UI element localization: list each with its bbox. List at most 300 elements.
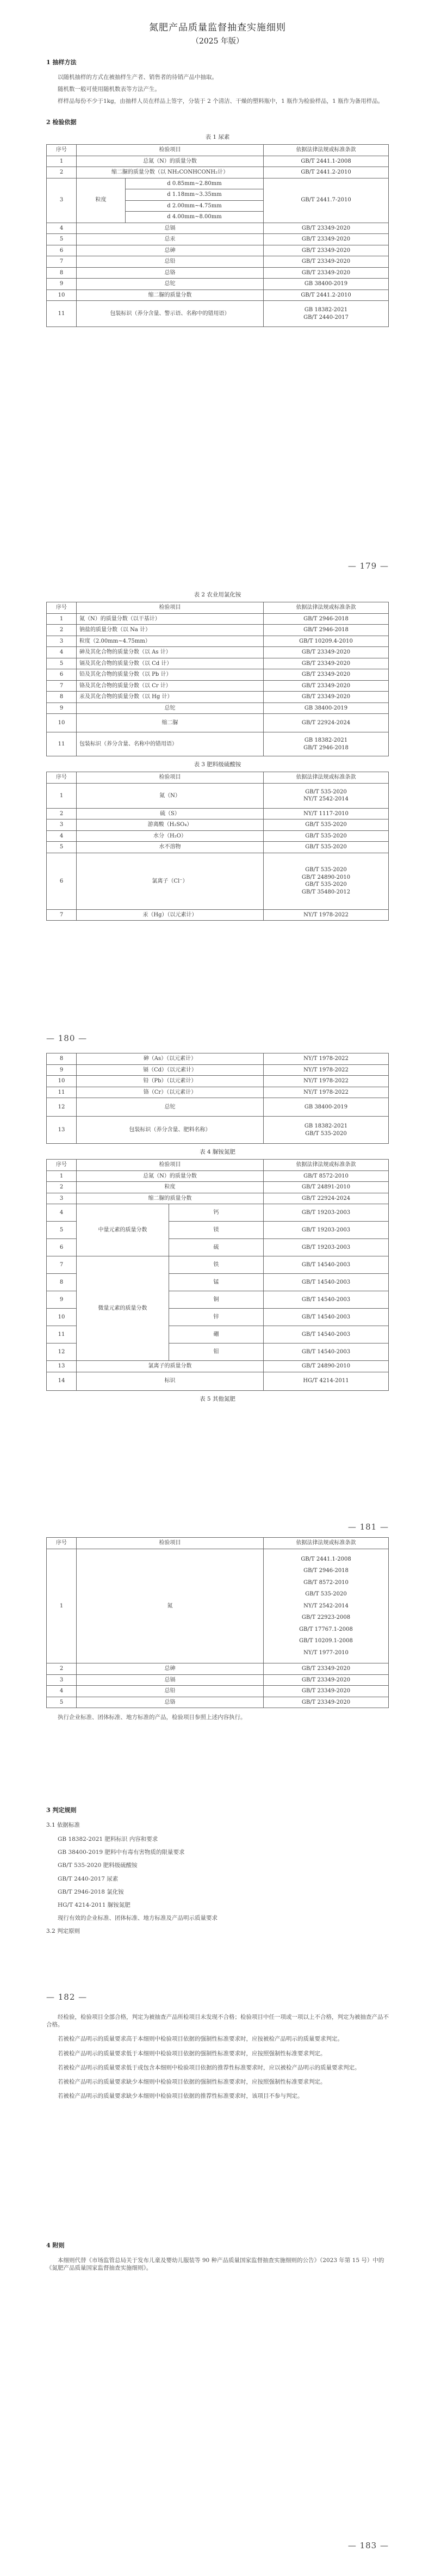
cell: 总铊 bbox=[77, 1098, 264, 1117]
cell-line: GB/T 535-2020 bbox=[305, 1591, 347, 1597]
cell-line: GB/T 535-2020 bbox=[305, 882, 347, 888]
cell: GB/T 23349-2020 bbox=[264, 1674, 389, 1686]
table-row bbox=[47, 178, 389, 189]
cell: 10 bbox=[47, 1076, 77, 1087]
cell: 钼 bbox=[169, 1344, 264, 1361]
table-row bbox=[47, 613, 389, 625]
cell: 总氮（N）的质量分数 bbox=[77, 1170, 264, 1182]
cell: 氮（N） bbox=[77, 783, 264, 808]
cell: 12 bbox=[47, 1098, 77, 1117]
cell: d 0.85mm~2.80mm bbox=[126, 178, 264, 189]
cell: 3 bbox=[47, 1193, 77, 1204]
cell-line: GB/T 10209.1-2008 bbox=[299, 1638, 353, 1644]
cell: 4 bbox=[47, 647, 77, 658]
cell: GB/T 2946-2018 bbox=[264, 625, 389, 636]
cell: 8 bbox=[47, 267, 77, 279]
cell: 镁 bbox=[169, 1222, 264, 1239]
cell: 硫 bbox=[169, 1239, 264, 1256]
cell: GB/T 14540-2003 bbox=[264, 1256, 389, 1274]
paragraph: 本细则代替《市场监管总局关于发布儿童及婴幼儿服装等 90 种产品质量国家监督抽查实施细则的公告》（2023 年第 15 号）中的《氮肥产品质量国家监督抽查实施细则》。 bbox=[46, 2257, 384, 2272]
cell: 10 bbox=[47, 289, 77, 301]
table-row bbox=[47, 1697, 389, 1708]
cell: 水分（H₂O） bbox=[77, 830, 264, 842]
paragraph: 经检验，检验项目全部合格，判定为被抽查产品所检项目未发现不合格；检验项目中任一项或一项以上不合格，判定为被抽查产品不合格。 bbox=[46, 2014, 389, 2029]
table-row bbox=[47, 1372, 389, 1390]
cell: 1 bbox=[47, 1549, 77, 1663]
cell: 11 bbox=[47, 301, 77, 327]
cell: 总砷 bbox=[77, 245, 264, 256]
table-header-row bbox=[47, 772, 389, 784]
cell: 铜 bbox=[169, 1291, 264, 1309]
table-row bbox=[47, 842, 389, 853]
cell: NY/T 1978-2022 bbox=[264, 909, 389, 921]
cell bbox=[264, 783, 389, 808]
cell-line: NY/T 2542-2014 bbox=[303, 1603, 349, 1609]
cell-line: GB/T 2441.1-2008 bbox=[301, 1556, 351, 1562]
table-row bbox=[47, 732, 389, 756]
cell-line: GB 18382-2021 bbox=[304, 1123, 348, 1129]
cell: 包装标识（养分含量、警示语、名称中的错用语） bbox=[77, 301, 264, 327]
header-cell: 序号 bbox=[47, 602, 77, 614]
table-urea bbox=[46, 144, 389, 327]
section-table-5 bbox=[46, 1537, 389, 1725]
table-row bbox=[47, 783, 389, 808]
table-ammonium-sulfate-continued bbox=[46, 1053, 389, 1144]
cell: 总铬 bbox=[77, 1697, 264, 1708]
cell: 2 bbox=[47, 1182, 77, 1193]
cell: GB/T 23349-2020 bbox=[264, 692, 389, 703]
standard-item: GB 38400-2019 肥料中有毒有害物质的限量要求 bbox=[58, 1849, 185, 1856]
document-subtitle: （2025 年版） bbox=[191, 36, 244, 46]
cell-line: NY/T 2542-2014 bbox=[303, 796, 349, 803]
cell bbox=[264, 1549, 389, 1663]
cell: GB/T 2441.7-2010 bbox=[264, 178, 389, 223]
table-header-row bbox=[47, 145, 389, 156]
table-row bbox=[47, 1182, 389, 1193]
cell: 总铊 bbox=[77, 702, 264, 714]
cell: 10 bbox=[47, 1309, 77, 1326]
cell-line: GB 18382-2021 bbox=[304, 307, 348, 313]
table-row bbox=[47, 680, 389, 692]
table-row bbox=[47, 647, 389, 658]
cell: 2 bbox=[47, 167, 77, 178]
cell: 铅（Pb）（以元素计） bbox=[77, 1076, 264, 1087]
cell: 锰 bbox=[169, 1274, 264, 1291]
table-row bbox=[47, 1674, 389, 1686]
cell-line: GB/T 535-2020 bbox=[305, 788, 347, 795]
cell: 5 bbox=[47, 658, 77, 669]
page-number: — 183 — bbox=[347, 2541, 389, 2550]
subsection-heading: 3.2 判定原则 bbox=[46, 1928, 80, 1935]
header-cell: 依据法律法规或标准条款 bbox=[264, 602, 389, 614]
table-row bbox=[47, 1170, 389, 1182]
cell: GB/T 23349-2020 bbox=[264, 234, 389, 245]
table-header-row bbox=[47, 602, 389, 614]
standard-item: GB 18382-2021 肥料标识 内容和要求 bbox=[58, 1836, 158, 1843]
table-other-nitrogen bbox=[46, 1537, 389, 1708]
cell: 8 bbox=[47, 692, 77, 703]
table-row bbox=[47, 223, 389, 234]
cell: GB 38400-2019 bbox=[264, 702, 389, 714]
table-row bbox=[47, 1053, 389, 1065]
cell-line: GB/T 2946-2018 bbox=[303, 1568, 349, 1574]
standards-list bbox=[46, 1835, 389, 1922]
header-cell: 检验项目 bbox=[77, 602, 264, 614]
section-sampling bbox=[46, 59, 389, 109]
cell: 3 bbox=[47, 636, 77, 647]
table-row bbox=[47, 156, 389, 167]
cell: 1 bbox=[47, 1170, 77, 1182]
cell: 钙 bbox=[169, 1204, 264, 1222]
cell: 硫（S） bbox=[77, 808, 264, 819]
header-cell: 检验项目 bbox=[77, 772, 264, 784]
table-row bbox=[47, 301, 389, 327]
table-row bbox=[47, 853, 389, 909]
table-row bbox=[47, 279, 389, 290]
paragraph: 随机数一般可使用随机数表等方法产生。 bbox=[58, 86, 160, 93]
cell: GB/T 535-2020 bbox=[264, 830, 389, 842]
table-row bbox=[47, 267, 389, 279]
table-note: 执行企业标准、团体标准、地方标准的产品，检验项目参照上述内容执行。 bbox=[58, 1714, 246, 1721]
cell: 缩二脲的质量分数 bbox=[77, 289, 264, 301]
cell: 砷及其化合物的质量分数（以 As 计） bbox=[77, 647, 264, 658]
cell: 4 bbox=[47, 830, 77, 842]
paragraph: 若被检产品明示的质量要求缺少本细则中检验项目依据的强制性标准要求时，应按照强制性标准要求判定。 bbox=[58, 2078, 326, 2085]
cell: d 4.00mm~8.00mm bbox=[126, 212, 264, 223]
cell: 粒度 bbox=[77, 178, 126, 223]
table-row bbox=[47, 234, 389, 245]
cell: 氮 bbox=[77, 1549, 264, 1663]
header-cell: 依据法律法规或标准条款 bbox=[264, 772, 389, 784]
cell: NY/T 1978-2022 bbox=[264, 1076, 389, 1087]
cell: 6 bbox=[47, 245, 77, 256]
table-row bbox=[47, 625, 389, 636]
cell: GB/T 22924-2024 bbox=[264, 1193, 389, 1204]
table-row bbox=[47, 830, 389, 842]
section-judgement-rules bbox=[46, 1807, 389, 1942]
table-row bbox=[47, 245, 389, 256]
cell: 3 bbox=[47, 1674, 77, 1686]
cell-line: GB/T 17767.1-2008 bbox=[299, 1626, 353, 1632]
cell: 粒度 bbox=[77, 1182, 264, 1193]
cell: 铬及其化合物的质量分数（以 Cr 计） bbox=[77, 680, 264, 692]
cell: GB/T 14540-2003 bbox=[264, 1326, 389, 1344]
cell: GB/T 535-2020 bbox=[264, 842, 389, 853]
cell: GB/T 19203-2003 bbox=[264, 1239, 389, 1256]
table-row bbox=[47, 1064, 389, 1076]
cell-line: GB 18382-2021 bbox=[304, 737, 348, 744]
table-row bbox=[47, 1256, 389, 1274]
cell: GB/T 23349-2020 bbox=[264, 267, 389, 279]
cell: GB/T 23349-2020 bbox=[264, 647, 389, 658]
cell: 砷（As）（以元素计） bbox=[77, 1053, 264, 1065]
cell: GB/T 2946-2018 bbox=[264, 613, 389, 625]
cell: 游离酸（H₂SO₄） bbox=[77, 819, 264, 831]
table-row bbox=[47, 1087, 389, 1098]
section-table-3-cont bbox=[46, 1053, 389, 1406]
cell: 镉及其化合物的质量分数（以 Cd 计） bbox=[77, 658, 264, 669]
page-number: — 180 — bbox=[46, 1033, 88, 1043]
cell: 缩二脲的质量分数 bbox=[77, 1193, 264, 1204]
cell: GB/T 2441.2-2010 bbox=[264, 167, 389, 178]
cell: 6 bbox=[47, 669, 77, 681]
cell: 汞及其化合物的质量分数（以 Hg 计） bbox=[77, 692, 264, 703]
cell: GB/T 14540-2003 bbox=[264, 1274, 389, 1291]
document-title-block bbox=[0, 22, 435, 47]
header-cell: 序号 bbox=[47, 145, 77, 156]
cell: 7 bbox=[47, 680, 77, 692]
cell: 总镉 bbox=[77, 223, 264, 234]
table-row bbox=[47, 1204, 389, 1222]
cell: GB/T 23349-2020 bbox=[264, 1697, 389, 1708]
cell: 总铬 bbox=[77, 267, 264, 279]
cell-line: GB/T 535-2020 bbox=[305, 1130, 347, 1137]
cell: 8 bbox=[47, 1274, 77, 1291]
cell: 3 bbox=[47, 819, 77, 831]
cell: 6 bbox=[47, 1239, 77, 1256]
cell: 14 bbox=[47, 1372, 77, 1390]
cell: GB 38400-2019 bbox=[264, 1098, 389, 1117]
section-heading: 1 抽样方法 bbox=[46, 59, 77, 66]
cell-line: GB/T 35480-2012 bbox=[301, 889, 351, 895]
cell: 包装标识（养分含量、肥料名称） bbox=[77, 1117, 264, 1144]
cell: 铅及其化合物的质量分数（以 Pb 计） bbox=[77, 669, 264, 681]
cell: 总铅 bbox=[77, 256, 264, 268]
header-cell: 序号 bbox=[47, 772, 77, 784]
cell: 9 bbox=[47, 702, 77, 714]
header-cell: 依据法律法规或标准条款 bbox=[264, 1160, 389, 1171]
cell: GB/T 14540-2003 bbox=[264, 1291, 389, 1309]
cell: 铁 bbox=[169, 1256, 264, 1274]
table-caption: 表 5 其他氮肥 bbox=[200, 1395, 235, 1402]
cell: 总汞 bbox=[77, 234, 264, 245]
cell: 9 bbox=[47, 1291, 77, 1309]
page-number: — 181 — bbox=[347, 1522, 389, 1532]
cell: 7 bbox=[47, 909, 77, 921]
table-row bbox=[47, 1098, 389, 1117]
cell: 5 bbox=[47, 1697, 77, 1708]
cell: GB/T 19203-2003 bbox=[264, 1222, 389, 1239]
standard-item: HG/T 4214-2011 脲铵氮肥 bbox=[58, 1901, 130, 1908]
cell-line: GB/T 2440-2017 bbox=[303, 314, 349, 321]
cell: 缩二脲的质量分数（以 NH₂CONHCONH₂计） bbox=[77, 167, 264, 178]
paragraph: 若被检产品明示的质量要求高于本细则中检验项目依据的强制性标准要求时，应按被检产品明示的质量要求判定。 bbox=[58, 2036, 343, 2043]
cell: 13 bbox=[47, 1117, 77, 1144]
cell: 铬（Cr）（以元素计） bbox=[77, 1087, 264, 1098]
cell: d 2.00mm~4.75mm bbox=[126, 200, 264, 212]
cell: 包装标识（养分含量、名称中的错用语） bbox=[77, 732, 264, 756]
cell: 3 bbox=[47, 178, 77, 223]
cell: 11 bbox=[47, 732, 77, 756]
table-caption: 表 3 肥料级硫酸铵 bbox=[194, 761, 241, 768]
cell: 6 bbox=[47, 853, 77, 909]
cell: GB/T 24890-2010 bbox=[264, 1361, 389, 1372]
paragraph: 若被检产品明示的质量要求低于本细则中检验项目依据的强制性标准要求时，应按照强制性标准要求判定。 bbox=[58, 2050, 326, 2057]
table-caption: 表 1 尿素 bbox=[205, 133, 230, 140]
table-row bbox=[47, 1361, 389, 1372]
cell: GB/T 23349-2020 bbox=[264, 245, 389, 256]
section-inspection-basis bbox=[46, 119, 389, 327]
header-cell: 序号 bbox=[47, 1160, 77, 1171]
table-row bbox=[47, 636, 389, 647]
cell: 氯离子（Cl⁻） bbox=[77, 853, 264, 909]
cell: 汞（Hg）（以元素计） bbox=[77, 909, 264, 921]
header-cell: 依据法律法规或标准条款 bbox=[264, 145, 389, 156]
cell bbox=[264, 301, 389, 327]
table-row bbox=[47, 909, 389, 921]
page-number: — 179 — bbox=[347, 561, 389, 571]
cell: 1 bbox=[47, 156, 77, 167]
cell bbox=[264, 853, 389, 909]
header-cell: 检验项目 bbox=[77, 1160, 264, 1171]
cell: 粒度（2.00mm~4.75mm） bbox=[77, 636, 264, 647]
cell: 11 bbox=[47, 1326, 77, 1344]
cell: GB/T 23349-2020 bbox=[264, 1686, 389, 1697]
cell: GB/T 2441.2-2010 bbox=[264, 289, 389, 301]
table-header-row bbox=[47, 1160, 389, 1171]
cell: 微量元素的质量分数 bbox=[77, 1256, 169, 1361]
cell bbox=[264, 732, 389, 756]
cell: 总铅 bbox=[77, 1686, 264, 1697]
cell: 1 bbox=[47, 613, 77, 625]
cell: GB/T 22924-2024 bbox=[264, 714, 389, 732]
cell: 10 bbox=[47, 714, 77, 732]
table-row bbox=[47, 692, 389, 703]
cell: 氮（N）的质量分数（以干基计） bbox=[77, 613, 264, 625]
cell: GB/T 535-2020 bbox=[264, 819, 389, 831]
section-heading: 4 附则 bbox=[46, 2242, 65, 2249]
header-cell: 检验项目 bbox=[77, 1538, 264, 1549]
cell: d 1.18mm~3.35mm bbox=[126, 189, 264, 201]
subsection-heading: 3.1 依据标准 bbox=[46, 1821, 80, 1828]
cell: HG/T 4214-2011 bbox=[264, 1372, 389, 1390]
table-row bbox=[47, 1549, 389, 1663]
section-heading: 2 检验依据 bbox=[46, 119, 77, 126]
table-ammonium-sulfate bbox=[46, 772, 389, 921]
cell: 中量元素的质量分数 bbox=[77, 1204, 169, 1256]
table-caption: 表 4 脲铵氮肥 bbox=[200, 1149, 235, 1155]
cell: 锌 bbox=[169, 1309, 264, 1326]
cell: 硼 bbox=[169, 1326, 264, 1344]
cell: 8 bbox=[47, 1053, 77, 1065]
cell: NY/T 1978-2022 bbox=[264, 1064, 389, 1076]
cell: GB/T 14540-2003 bbox=[264, 1344, 389, 1361]
cell: 水不溶物 bbox=[77, 842, 264, 853]
table-row bbox=[47, 256, 389, 268]
cell: 5 bbox=[47, 1222, 77, 1239]
header-cell: 依据法律法规或标准条款 bbox=[264, 1538, 389, 1549]
table-row bbox=[47, 819, 389, 831]
cell: GB/T 23349-2020 bbox=[264, 669, 389, 681]
cell: GB 38400-2019 bbox=[264, 279, 389, 290]
cell: GB/T 19203-2003 bbox=[264, 1204, 389, 1222]
cell: 钠盐的质量分数（以 Na 计） bbox=[77, 625, 264, 636]
cell: 7 bbox=[47, 1256, 77, 1274]
cell: 7 bbox=[47, 256, 77, 268]
cell: NY/T 1978-2022 bbox=[264, 1053, 389, 1065]
cell: GB/T 23349-2020 bbox=[264, 256, 389, 268]
cell: GB/T 23349-2020 bbox=[264, 223, 389, 234]
cell: 总氮（N）的质量分数 bbox=[77, 156, 264, 167]
cell: GB/T 2441.1-2008 bbox=[264, 156, 389, 167]
table-row bbox=[47, 1193, 389, 1204]
section-judgement-principles bbox=[46, 2013, 389, 2106]
table-row bbox=[47, 289, 389, 301]
cell: 4 bbox=[47, 1686, 77, 1697]
section-heading: 3 判定规则 bbox=[46, 1807, 77, 1814]
cell: 标识 bbox=[77, 1372, 264, 1390]
cell: 2 bbox=[47, 808, 77, 819]
cell: 5 bbox=[47, 842, 77, 853]
cell-line: GB/T 24890-2010 bbox=[301, 874, 351, 880]
table-row bbox=[47, 702, 389, 714]
cell: 总铊 bbox=[77, 279, 264, 290]
cell: 12 bbox=[47, 1344, 77, 1361]
standard-item: GB/T 535-2020 肥料级硫酸铵 bbox=[58, 1862, 138, 1869]
cell: 氯离子的质量分数 bbox=[77, 1361, 264, 1372]
table-row bbox=[47, 808, 389, 819]
cell: 缩二脲 bbox=[77, 714, 264, 732]
cell-line: GB/T 22923-2008 bbox=[301, 1614, 351, 1620]
table-header-row bbox=[47, 1538, 389, 1549]
paragraph: 若被检产品明示的质量要求缺少本细则中检验项目依据的推荐性标准要求时，该项目不参与判定。 bbox=[58, 2093, 303, 2100]
page-number: — 182 — bbox=[46, 1992, 88, 2002]
cell: 2 bbox=[47, 625, 77, 636]
cell-line: NY/T 1977-2010 bbox=[303, 1649, 349, 1656]
cell: 总砷 bbox=[77, 1663, 264, 1675]
cell bbox=[264, 1117, 389, 1144]
cell: 5 bbox=[47, 234, 77, 245]
cell: 11 bbox=[47, 1087, 77, 1098]
standard-item: GB/T 2440-2017 尿素 bbox=[58, 1875, 119, 1882]
cell: GB/T 8572-2010 bbox=[264, 1170, 389, 1182]
standard-item: 现行有效的企业标准、团体标准、地方标准及产品明示质量要求 bbox=[58, 1915, 217, 1922]
table-caption: 表 2 农业用氯化铵 bbox=[194, 591, 241, 598]
cell: GB/T 23349-2020 bbox=[264, 1663, 389, 1675]
section-appendix bbox=[46, 2242, 389, 2276]
cell: GB/T 24891-2010 bbox=[264, 1182, 389, 1193]
table-row bbox=[47, 669, 389, 681]
paragraph: 样样品每份不少于1kg，由抽样人员在样品上签字，分装于 2 个清洁、干燥的塑料瓶中，1 瓶作为检验样品，1 瓶作为备用样品。 bbox=[58, 98, 384, 105]
table-ammonium-chloride bbox=[46, 602, 389, 756]
cell-line: GB/T 535-2020 bbox=[305, 867, 347, 873]
cell: GB/T 23349-2020 bbox=[264, 658, 389, 669]
header-cell: 序号 bbox=[47, 1538, 77, 1549]
paragraph: 若被检产品明示的质量要求低于或包含本细则中检验项目依据的推荐性标准要求时，应以被检产品明示的质量要求判定。 bbox=[58, 2064, 361, 2071]
cell: 13 bbox=[47, 1361, 77, 1372]
table-row bbox=[47, 1076, 389, 1087]
header-cell: 检验项目 bbox=[77, 145, 264, 156]
cell-line: GB/T 2946-2018 bbox=[303, 744, 349, 751]
cell: 4 bbox=[47, 223, 77, 234]
cell: GB/T 10209.4-2010 bbox=[264, 636, 389, 647]
cell: 2 bbox=[47, 1663, 77, 1675]
cell: 总镉 bbox=[77, 1674, 264, 1686]
table-row bbox=[47, 1686, 389, 1697]
table-row bbox=[47, 658, 389, 669]
table-row bbox=[47, 1663, 389, 1675]
paragraph: 以随机抽样的方式在被抽样生产者、销售者的待销产品中抽取。 bbox=[58, 73, 217, 81]
cell: 9 bbox=[47, 279, 77, 290]
cell-line: GB/T 8572-2010 bbox=[303, 1579, 349, 1586]
table-row bbox=[47, 714, 389, 732]
cell: 镉（Cd）（以元素计） bbox=[77, 1064, 264, 1076]
cell: GB/T 14540-2003 bbox=[264, 1309, 389, 1326]
cell: 9 bbox=[47, 1064, 77, 1076]
cell: GB/T 23349-2020 bbox=[264, 680, 389, 692]
section-table-2 bbox=[46, 588, 389, 921]
document-title: 氮肥产品质量监督抽查实施细则 bbox=[149, 22, 286, 33]
